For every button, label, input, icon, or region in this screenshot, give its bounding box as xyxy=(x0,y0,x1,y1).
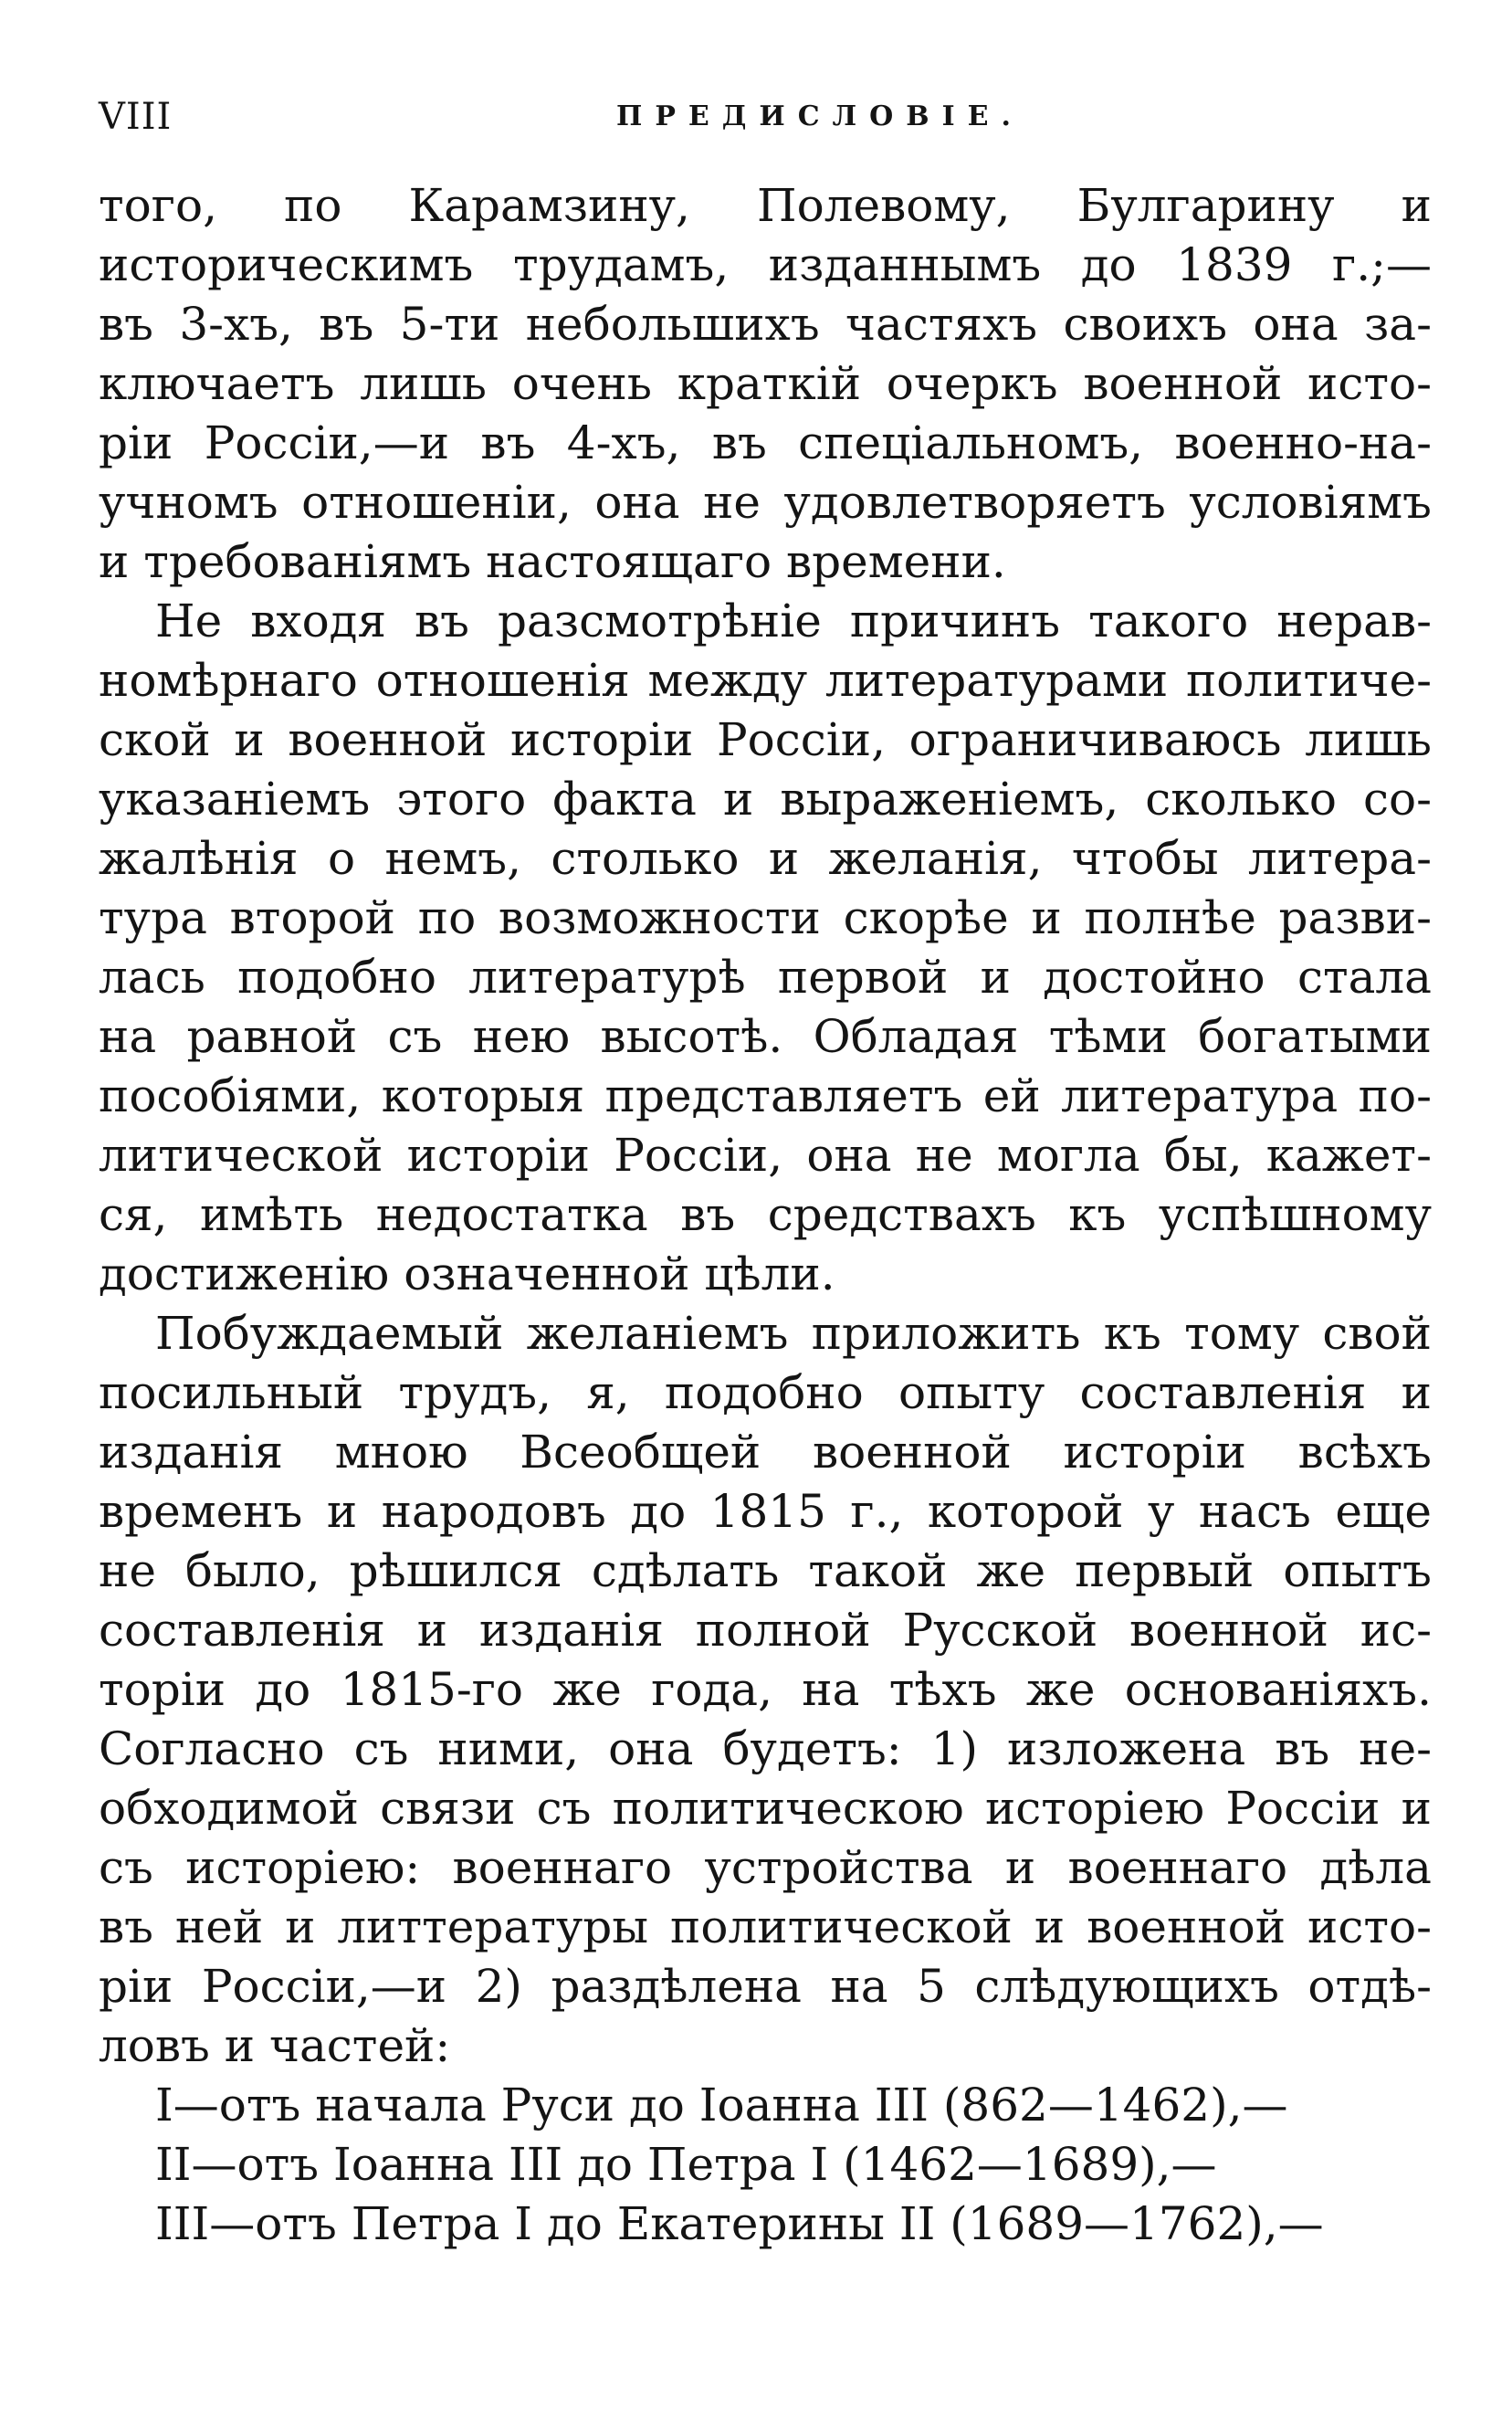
page-body xyxy=(99,176,1432,2254)
text-line: тура второй по возможности скорѣе и полнѣе разви- xyxy=(99,891,1432,944)
text-line: Не входя въ разсмотрѣніе причинъ такого нерав- xyxy=(155,595,1432,647)
text-line: въ ней и литтературы политической и военной исто- xyxy=(99,1900,1432,1953)
list-item: II—отъ Іоанна III до Петра I (1462—1689),— xyxy=(155,2138,1217,2191)
text-line: съ исторіею: военнаго устройства и военнаго дѣла xyxy=(99,1841,1432,1894)
text-line: торіи до 1815-го же года, на тѣхъ же основаніяхъ. xyxy=(99,1663,1432,1716)
text-line: изданія мною Всеобщей военной исторіи всѣхъ xyxy=(99,1426,1432,1479)
list-item: I—отъ начала Руси до Іоанна III (862—1462),— xyxy=(155,2079,1288,2132)
text-line: Согласно съ ними, она будетъ: 1) изложена въ не- xyxy=(99,1722,1432,1775)
text-line: ся, имѣть недостатка въ средствахъ къ успѣшному xyxy=(99,1188,1432,1241)
text-line: литической исторіи Россіи, она не могла бы, кажет- xyxy=(99,1129,1432,1182)
text-line: достиженію означенной цѣли. xyxy=(99,1247,835,1300)
text-line: ловъ и частей: xyxy=(99,2019,451,2072)
text-line: на равной съ нею высотѣ. Обладая тѣми богатыми xyxy=(99,1010,1432,1063)
text-line: историческимъ трудамъ, изданнымъ до 1839 г.;— xyxy=(99,238,1432,291)
page-header xyxy=(99,89,1432,144)
text-line: въ 3-хъ, въ 5-ти небольшихъ частяхъ своихъ она за- xyxy=(99,298,1432,351)
text-line: не было, рѣшился сдѣлать такой же первый опытъ xyxy=(99,1544,1432,1597)
text-line: жалѣнія о немъ, столько и желанія, чтобы литера- xyxy=(99,832,1432,885)
list-item: III—отъ Петра I до Екатерины II (1689—1762),— xyxy=(155,2197,1324,2250)
text-line: временъ и народовъ до 1815 г., которой у насъ еще xyxy=(99,1485,1432,1538)
paragraph-3 xyxy=(99,1304,1432,2076)
paragraph-2 xyxy=(99,592,1432,1304)
text-line: учномъ отношеніи, она не удовлетворяетъ условіямъ xyxy=(99,476,1432,529)
page-number: VIII xyxy=(99,96,173,138)
paragraph-1 xyxy=(99,176,1432,592)
text-line: ской и военной исторіи Россіи, ограничиваюсь лишь xyxy=(99,713,1432,766)
text-line: ріи Россіи,—и въ 4-хъ, въ спеціальномъ, военно-на- xyxy=(99,416,1432,469)
text-line: обходимой связи съ политическою исторіею Россіи и xyxy=(99,1782,1432,1835)
text-line: указаніемъ этого факта и выраженіемъ, сколько со- xyxy=(99,773,1432,826)
period-list xyxy=(99,2076,1432,2254)
text-line: лась подобно литературѣ первой и достойно стала xyxy=(99,951,1432,1004)
running-title: ПРЕДИСЛОВІЕ. xyxy=(615,100,1024,132)
text-line: пособіями, которыя представляетъ ей литература по- xyxy=(99,1069,1432,1122)
text-line: и требованіямъ настоящаго времени. xyxy=(99,535,1006,588)
text-line: посильный трудъ, я, подобно опыту составленія и xyxy=(99,1366,1432,1419)
text-line: составленія и изданія полной Русской военной ис- xyxy=(99,1604,1432,1657)
text-line: ключаетъ лишь очень краткій очеркъ военной исто- xyxy=(99,357,1432,410)
text-line: номѣрнаго отношенія между литературами политиче- xyxy=(99,654,1432,707)
text-line: того, по Карамзину, Полевому, Булгарину и xyxy=(99,179,1432,232)
text-line: ріи Россіи,—и 2) раздѣлена на 5 слѣдующихъ отдѣ- xyxy=(99,1960,1432,2013)
text-line: Побуждаемый желаніемъ приложить къ тому свой xyxy=(155,1307,1432,1360)
